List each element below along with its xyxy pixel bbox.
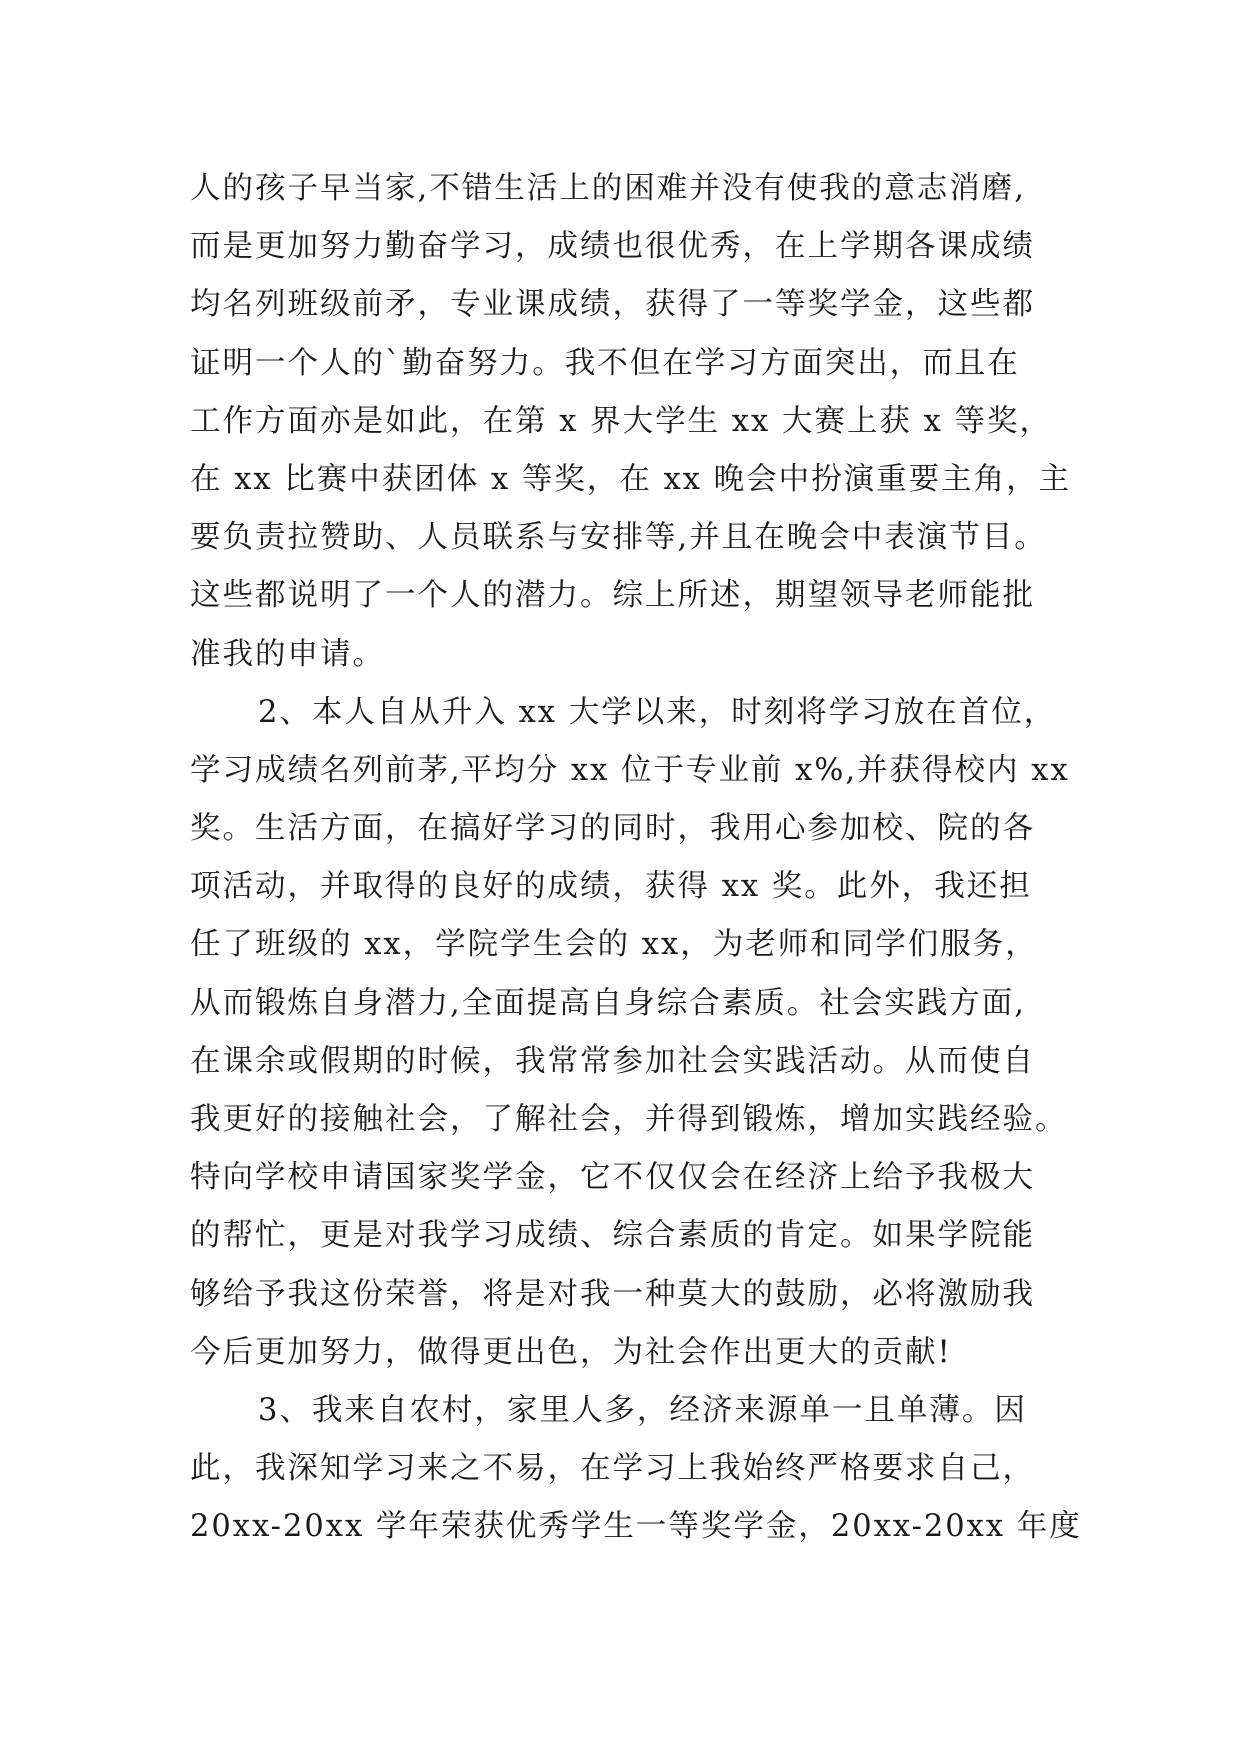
text-line: 要负责拉赞助、人员联系与安排等,并且在晚会中表演节目。 [190,520,1047,556]
text-line: 人的孩子早当家,不错生活上的困难并没有使我的意志消磨, [190,171,1026,206]
text-line: 20xx-20xx 学年荣获优秀学生一等奖学金，20xx-20xx 年度 [190,1509,1082,1545]
text-line: 奖。生活方面，在搞好学习的同时，我用心参加校、院的各 [190,811,1035,847]
text-line: 在 xx 比赛中获团体 x 等奖，在 xx 晚会中扮演重要主角，主 [190,461,1072,497]
text-line: 我更好的接触社会，了解社会，并得到锻炼，增加实践经验。 [190,1102,1068,1137]
text-line: 准我的申请。 [190,636,385,672]
text-line: 此，我深知学习来之不易，在学习上我始终严格要求自己， [190,1451,1035,1487]
text-line: 证明一个人的`勤奋努力。我不但在学习方面突出，而且在 [190,345,1020,381]
text-line: 在课余或假期的时候，我常常参加社会实践活动。从而使自 [190,1043,1035,1079]
text-line: 项活动，并取得的良好的成绩，获得 xx 奖。此外，我还担 [190,869,1032,905]
text-line: 工作方面亦是如此，在第 x 界大学生 xx 大赛上获 x 等奖， [190,403,1052,439]
paragraph-start-line: 2、本人自从升入 xx 大学以来，时刻将学习放在首位， [258,694,1057,730]
text-line: 够给予我这份荣誉，将是对我一种莫大的鼓励，必将激励我 [190,1276,1035,1312]
text-line: 任了班级的 xx，学院学生会的 xx，为老师和同学们服务， [190,927,1038,963]
text-line: 今后更加努力，做得更出色，为社会作出更大的贡献! [190,1334,952,1370]
text-line: 这些都说明了一个人的潜力。综上所述，期望领导老师能批 [190,578,1035,614]
text-line: 学习成绩名列前茅,平均分 xx 位于专业前 x%,并获得校内 xx [190,752,1070,788]
text-line: 从而锻炼自身潜力,全面提高自身综合素质。社会实践方面, [190,985,1026,1021]
body-text [190,160,1090,1557]
text-line: 而是更加努力勤奋学习，成绩也很优秀，在上学期各课成绩 [190,229,1035,265]
paragraph-start-line: 3、我来自农村，家里人多，经济来源单一且单薄。因 [258,1392,1027,1428]
text-line: 特向学校申请国家奖学金，它不仅仅会在经济上给予我极大 [190,1160,1035,1196]
text-line: 的帮忙，更是对我学习成绩、综合素质的肯定。如果学院能 [190,1218,1035,1254]
text-line: 均名列班级前矛，专业课成绩，获得了一等奖学金，这些都 [190,287,1035,323]
